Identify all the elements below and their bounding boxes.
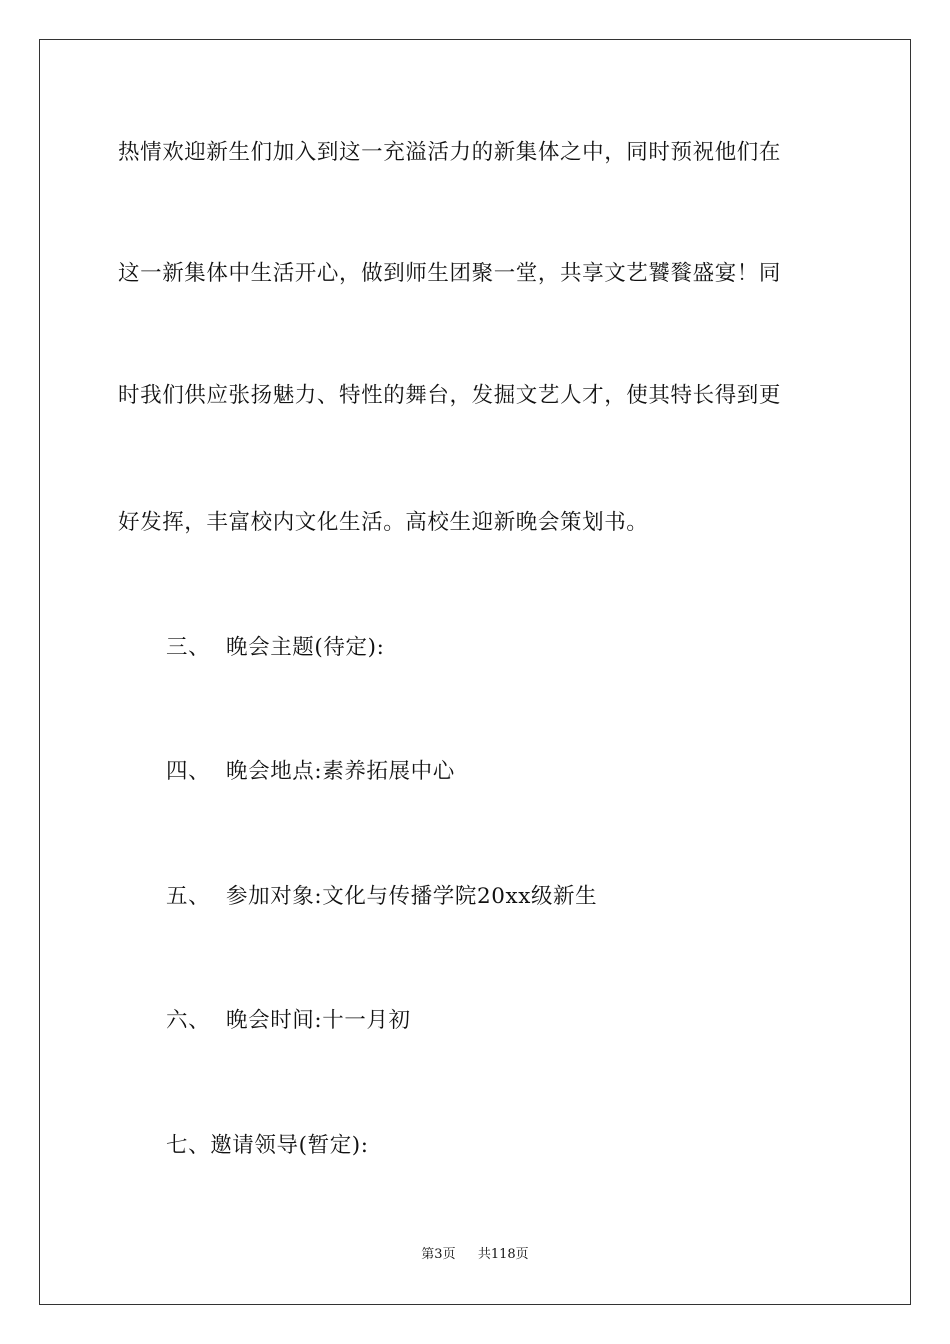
paragraph-line: 好发挥，丰富校内文化生活。高校生迎新晚会策划书。 — [118, 510, 649, 535]
list-item — [166, 1131, 369, 1161]
total-pages: 共118页 — [477, 1247, 529, 1262]
list-item-number: 三、 — [166, 635, 211, 660]
list-item-text: 参加对象:文化与传播学院20xx级新生 — [226, 884, 598, 909]
list-item — [166, 1006, 411, 1036]
paragraph-line: 热情欢迎新生们加入到这一充溢活力的新集体之中，同时预祝他们在 — [118, 140, 782, 165]
list-item-text: 七、邀请领导(暂定): — [166, 1133, 369, 1158]
list-item — [166, 633, 384, 663]
page-border — [39, 39, 911, 1305]
list-item-number: 六、 — [166, 1008, 211, 1033]
list-item-number: 五、 — [166, 884, 211, 909]
paragraph-line: 这一新集体中生活开心，做到师生团聚一堂，共享文艺饕餮盛宴！同 — [118, 261, 782, 286]
list-item-text: 晚会时间:十一月初 — [226, 1008, 411, 1033]
list-item-text: 晚会地点:素养拓展中心 — [226, 759, 455, 784]
page-number: 第3页 — [421, 1247, 456, 1262]
page-footer — [0, 1246, 950, 1264]
list-item — [166, 757, 455, 787]
list-item — [166, 882, 597, 912]
paragraph-line: 时我们供应张扬魅力、特性的舞台，发掘文艺人才，使其特长得到更 — [118, 383, 782, 408]
list-item-text: 晚会主题(待定): — [226, 635, 385, 660]
list-item-number: 四、 — [166, 759, 211, 784]
